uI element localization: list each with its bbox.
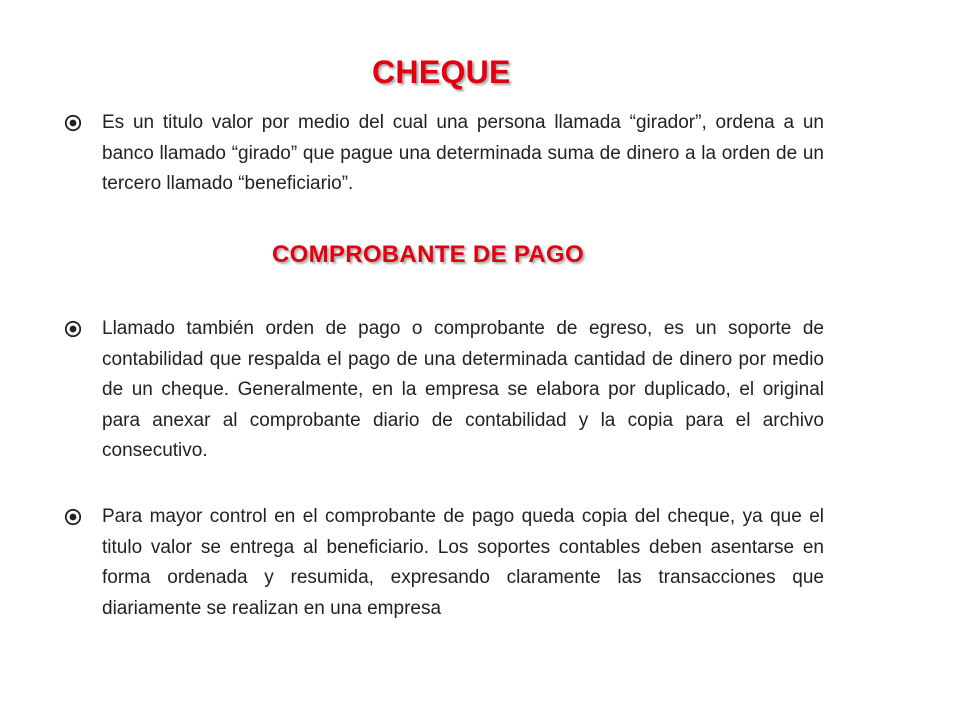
slide-title: CHEQUE — [372, 54, 511, 90]
bullet-item-control — [64, 502, 824, 624]
bullet-text: Llamado también orden de pago o comprobante de egreso, es un soporte de contabilidad que respalda el pago de una determinada cantidad de dinero por medio de un cheque. Generalmente, en la empresa se elabora por duplicado, el original para anexar al comprobante diario de contabilidad y la copia para el archivo consecutivo. — [102, 318, 824, 461]
circled-dot-icon — [64, 114, 82, 132]
circled-dot-icon — [64, 320, 82, 338]
bullet-item-comprobante-definition — [64, 314, 824, 467]
circled-dot-icon — [64, 508, 82, 526]
bullet-text: Para mayor control en el comprobante de pago queda copia del cheque, ya que el titulo valor se entrega al beneficiario. Los soportes contables deben asentarse en forma ordenada y resumida, expresando claramente las transacciones que diariamente se realizan en una empresa — [102, 506, 824, 619]
bullet-text: Es un titulo valor por medio del cual una persona llamada “girador”, ordena a un banco llamado “girado” que pague una determinada suma de dinero a la orden de un tercero llamado “beneficiario”. — [102, 112, 824, 194]
section-subtitle: COMPROBANTE DE PAGO — [272, 241, 584, 268]
bullet-item-cheque-definition — [64, 108, 824, 200]
